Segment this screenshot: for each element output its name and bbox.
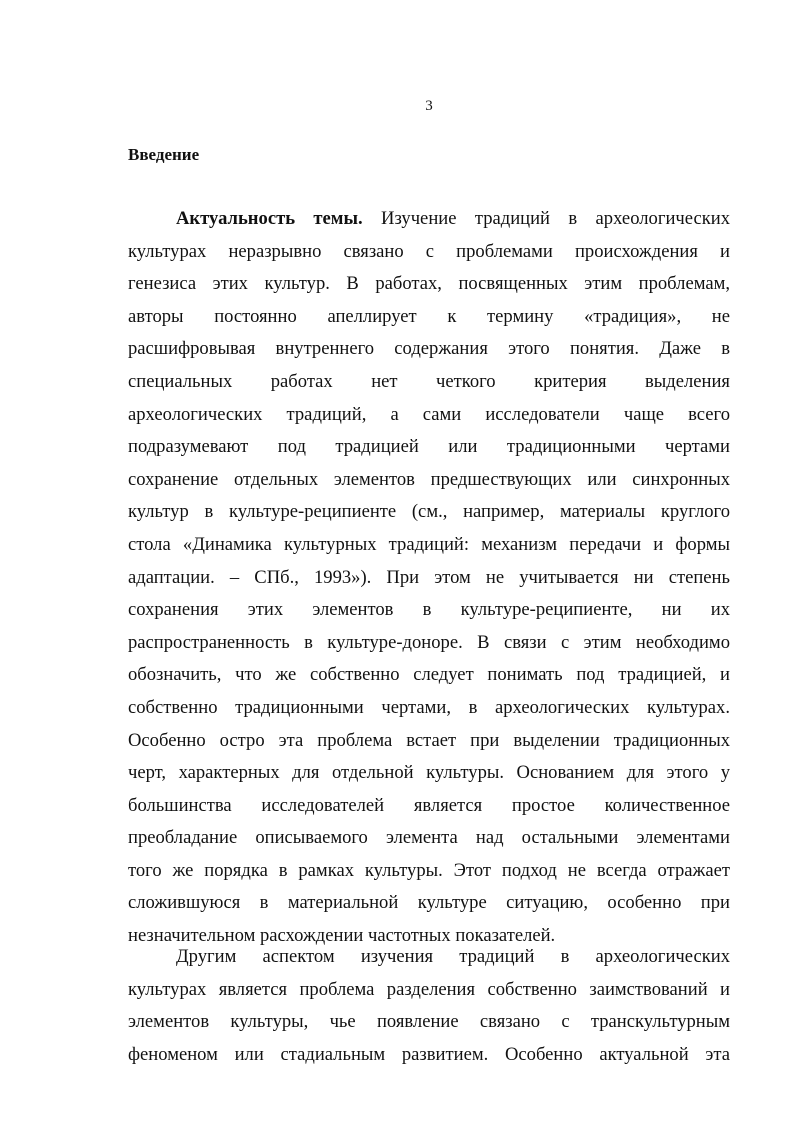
paragraph-line: культурах неразрывно связано с проблемами происхождения и: [128, 240, 730, 262]
paragraph-line: распространенность в культуре-доноре. В связи с этим необходимо: [128, 631, 730, 653]
paragraph-line: того же порядка в рамках культуры. Этот подход не всегда отражает: [128, 859, 730, 881]
paragraph-line: расшифровывая внутреннего содержания этого понятия. Даже в: [128, 338, 730, 360]
page-number: 3: [425, 98, 433, 114]
paragraph-line: культур в культуре-реципиенте (см., например, материалы круглого: [128, 501, 730, 523]
paragraph-line: обозначить, что же собственно следует понимать под традицией, и: [128, 664, 730, 686]
paragraph-aspect: [128, 941, 730, 1071]
paragraph-line: авторы постоянно апеллирует к термину «традиция», не: [128, 305, 730, 327]
paragraph-line: культурах является проблема разделения собственно заимствований и: [128, 978, 730, 1000]
paragraph-line: элементов культуры, чье появление связано с транскультурным: [128, 1011, 730, 1033]
paragraph-line: сохранение отдельных элементов предшествующих или синхронных: [128, 468, 730, 490]
paragraph-line: стола «Динамика культурных традиций: механизм передачи и формы: [128, 533, 730, 555]
paragraph-line: генезиса этих культур. В работах, посвященных этим проблемам,: [128, 273, 730, 295]
paragraph-line: феноменом или стадиальным развитием. Особенно актуальной эта: [128, 1043, 730, 1065]
paragraph-line: черт, характерных для отдельной культуры. Основанием для этого у: [128, 762, 730, 784]
lead-phrase: Актуальность темы.: [176, 208, 363, 229]
paragraph-line: Актуальность темы. Изучение традиций в археологических: [176, 208, 730, 229]
paragraph-line: Другим аспектом изучения традиций в археологических: [176, 946, 730, 967]
paragraph-line: специальных работах нет четкого критерия выделения: [128, 370, 730, 392]
paragraph-line: большинства исследователей является простое количественное: [128, 794, 730, 816]
section-heading: Введение: [128, 145, 200, 164]
paragraph-line: сложившуюся в материальной культуре ситуацию, особенно при: [128, 892, 730, 914]
paragraph-line: сохранения этих элементов в культуре-реципиенте, ни их: [128, 599, 730, 621]
paragraph-line: преобладание описываемого элемента над остальными элементами: [128, 827, 730, 849]
paragraph-line: незначительном расхождении частотных показателей.: [128, 925, 556, 947]
paragraph-relevance: [128, 203, 730, 953]
paragraph-line: подразумевают под традицией или традиционными чертами: [128, 436, 730, 458]
paragraph-line: адаптации. – СПб., 1993»). При этом не учитывается ни степень: [128, 566, 730, 588]
paragraph-line: Особенно остро эта проблема встает при выделении традиционных: [128, 729, 730, 751]
paragraph-line: археологических традиций, а сами исследователи чаще всего: [128, 403, 730, 425]
paragraph-line: собственно традиционными чертами, в археологических культурах.: [128, 696, 730, 718]
